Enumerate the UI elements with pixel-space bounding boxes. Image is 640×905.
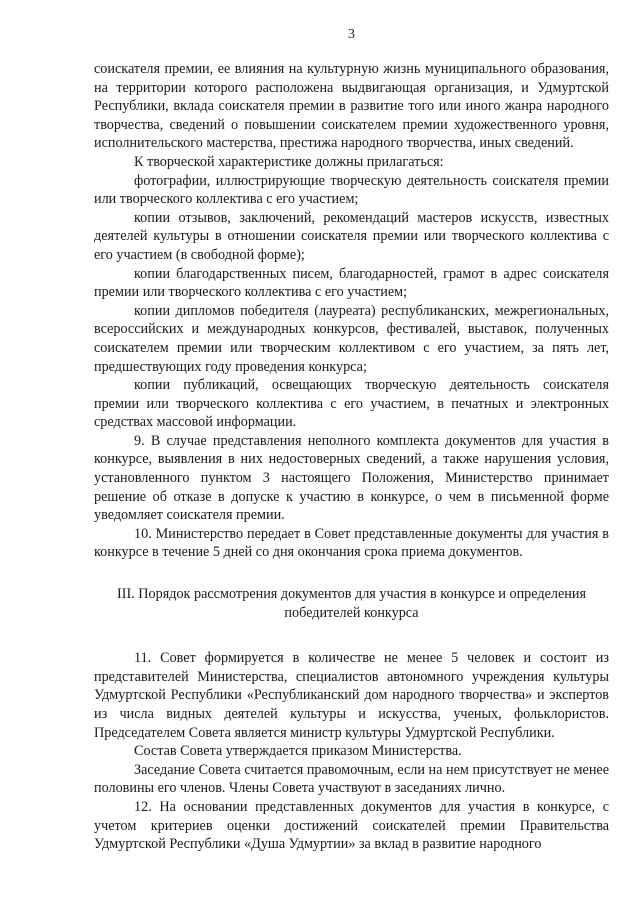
paragraph: копии благодарственных писем, благодарностей, грамот в адрес соискателя премии или творческого коллектива с его участием; [94,265,609,301]
paragraph: 12. На основании представленных документов для участия в конкурсе, с учетом критериев оценки достижений соискателей премии Правительства Удмуртской Республики «Душа Удмуртии» за вклад в развитие народного [94,798,609,853]
paragraph: соискателя премии, ее влияния на культурную жизнь муниципального образования, на территории которого расположена выдвигающая организация, и Удмуртской Республики, вклада соискателя премии в развитие того или иного жанра народного творчества, сведений о повышении соискателем премии художественного уровня, исполнительского мастерства, престижа народного творчества, иных сведений. [94,61,609,152]
paragraph: 10. Министерство передает в Совет представленные документы для участия в конкурсе в течение 5 дней со дня окончания срока приема документов. [94,525,609,561]
paragraph: Состав Совета утверждается приказом Министерства. [134,743,462,760]
document-body [94,60,609,854]
paragraphs-before-heading [94,60,609,562]
paragraph: К творческой характеристике должны прилагаться: [134,153,444,170]
paragraph: фотографии, иллюстрирующие творческую деятельность соискателя премии или творческого коллектива с его участием; [94,172,609,208]
paragraph: копии отзывов, заключений, рекомендаций мастеров искусств, известных деятелей культуры в отношении соискателя премии или творческого коллектива с его участием (в свободной форме); [94,209,609,263]
section-heading: III. Порядок рассмотрения документов для участия в конкурсе и определения победителей конкурса [117,586,586,621]
paragraph: Заседание Совета считается правомочным, если на нем присутствует не менее половины его членов. Члены Совета участвуют в заседаниях лично. [94,761,609,797]
paragraph: 11. Совет формируется в количестве не менее 5 человек и состоит из представителей Министерства, специалистов автономного учреждения культуры Удмуртской Республики «Республиканский дом народного творчества» и экспертов из числа видных деятелей культуры и искусства, ученых, фольклористов. Председателем Совета является министр культуры Удмуртской Республики. [94,650,609,741]
page-number: 3 [348,27,355,42]
paragraphs-after-heading [94,649,609,854]
paragraph: копии публикаций, освещающих творческую деятельность соискателя премии или творческого коллектива с его участием, в печатных и электронных средствах массовой информации. [94,377,609,431]
paragraph: 9. В случае представления неполного комплекта документов для участия в конкурсе, выявления в них недостоверных сведений, а также нарушения условия, установленного пунктом 3 настоящего Положения, Министерство принимает решение об отказе в допуске к участию в конкурсе, о чем в письменной форме уведомляет соискателя премии. [94,432,609,524]
paragraph: копии дипломов победителя (лауреата) республиканских, межрегиональных, всероссийских и международных конкурсов, фестивалей, выставок, полученных соискателем премии или творческим коллективом с его участием, за пять лет, предшествующих году проведения конкурса; [94,302,609,375]
